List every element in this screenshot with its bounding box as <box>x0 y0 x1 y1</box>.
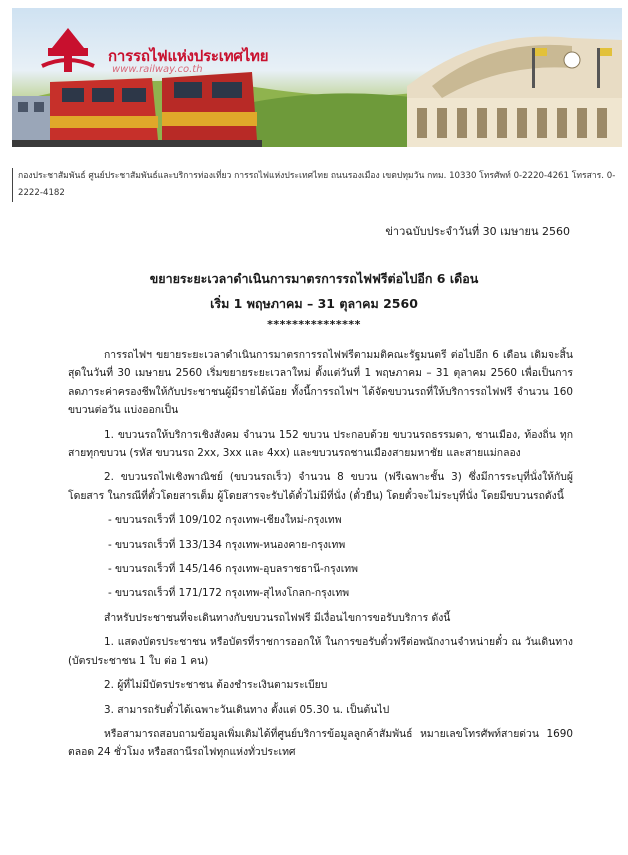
condition-item: 1. แสดงบัตรประชาชน หรือบัตรที่ราชการออกให้ ในการขอรับตั๋วฟรีต่อพนักงานจำหน่ายตั๋ว ณ วันเดินทาง (บัตรประชาชน 1 ใบ ต่อ 1 คน) <box>68 636 573 667</box>
contact-line: กองประชาสัมพันธ์ ศูนย์ประชาสัมพันธ์และบริการท่องเที่ยว การรถไฟแห่งประเทศไทย ถนนรองเมือง เขตปทุมวัน กทม. 10330 โทรศัพท์ 0-2220-4261 โทรสาร. 0-2222-4182 <box>12 168 624 202</box>
list-item: 1. ขบวนรถให้บริการเชิงสังคม จำนวน 152 ขบวน ประกอบด้วย ขบวนรถธรรมดา, ชานเมือง, ท้องถิ่น ทุกสายทุกขบวน (รหัส ขบวนรถ 2xx, 3xx และ 4xx) และขบวนรถชานเมืองสายมหาชัย และสายแม่กลอง <box>68 428 573 460</box>
list-item: 2. ขบวนรถไฟเชิงพาณิชย์ (ขบวนรถเร็ว) จำนวน 8 ขบวน (ฟรีเฉพาะชั้น 3) ซึ่งมีการระบุที่นั่งให้กับผู้โดยสาร ในกรณีที่ตั๋วโดยสารเต็ม ผู้โดยสารจะรับได้ตั๋วไม่มีที่นั่ง (ตั๋วยืน) โดยตั๋วจะไม่ระบุที่นั่ง โดยมีขบวนรถดังนี้ <box>68 471 573 502</box>
condition-item: 3. สามารถรับตั๋วได้เฉพาะวันเดินทาง ตั้งแต่ 05.30 น. เป็นต้นไป <box>104 703 390 716</box>
train-item: - ขบวนรถเร็วที่ 145/146 กรุงเทพ-อุบลราชธานี-กรุงเทพ <box>108 563 358 576</box>
brand-name: การรถไฟแห่งประเทศไทย <box>108 47 269 65</box>
train-item: - ขบวนรถเร็วที่ 133/134 กรุงเทพ-หนองคาย-กรุงเทพ <box>108 538 346 551</box>
issue-date: ข่าวฉบับประจำวันที่ 30 เมษายน 2560 <box>385 225 570 238</box>
station-building-illustration <box>407 37 622 147</box>
train-list <box>68 511 573 603</box>
intro-paragraph: การรถไฟฯ ขยายระยะเวลาดำเนินการมาตรการรถไฟฟรีตามมติคณะรัฐมนตรี ต่อไปอีก 6 เดือน เดิมจะสิ้นสุดในวันที่ 30 เมษายน 2560 เริ่มขยายระยะเวลาใหม่ ตั้งแต่วันที่ 1 พฤษภาคม – 31 ตุลาคม 2560 เพื่อเป็นการลดภาระค่าครองชีพให้กับประชาชนผู้มีรายได้น้อย ทั้งนี้การรถไฟฯ ได้จัดขบวนรถที่ให้บริการรถไฟฟรี จำนวน 160 ขบวนต่อวัน แบ่งออกเป็น <box>68 349 573 417</box>
headline-dates: เริ่ม 1 พฤษภาคม – 31 ตุลาคม 2560 <box>210 296 418 311</box>
train-illustration <box>12 72 262 147</box>
train-item: - ขบวนรถเร็วที่ 109/102 กรุงเทพ-เชียงใหม่-กรุงเทพ <box>108 514 342 527</box>
brand-url: www.railway.co.th <box>112 64 203 75</box>
train-item: - ขบวนรถเร็วที่ 171/172 กรุงเทพ-สุไหงโกลก-กรุงเทพ <box>108 587 350 600</box>
conditions-intro: สำหรับประชาชนที่จะเดินทางกับขบวนรถไฟฟรี มีเงื่อนไขการขอรับบริการ ดังนี้ <box>104 611 451 624</box>
srt-logo-icon <box>42 28 94 72</box>
headline-separator: *************** <box>267 318 361 331</box>
condition-item: 2. ผู้ที่ไม่มีบัตรประชาชน ต้องชำระเงินตามระเบียบ <box>104 679 328 692</box>
article-body <box>68 346 573 762</box>
headline-title: ขยายระยะเวลาดำเนินการมาตรการรถไฟฟรีต่อไปอีก 6 เดือน <box>149 271 479 286</box>
banner-illustration <box>12 8 622 147</box>
closing-paragraph: หรือสามารถสอบถามข้อมูลเพิ่มเติมได้ที่ศูนย์บริการข้อมูลลูกค้าสัมพันธ์ หมายเลขโทรศัพท์สายด่วน 1690 ตลอด 24 ชั่วโมง หรือสถานีรถไฟทุกแห่งทั่วประเทศ <box>68 727 573 759</box>
header-banner <box>12 8 622 147</box>
